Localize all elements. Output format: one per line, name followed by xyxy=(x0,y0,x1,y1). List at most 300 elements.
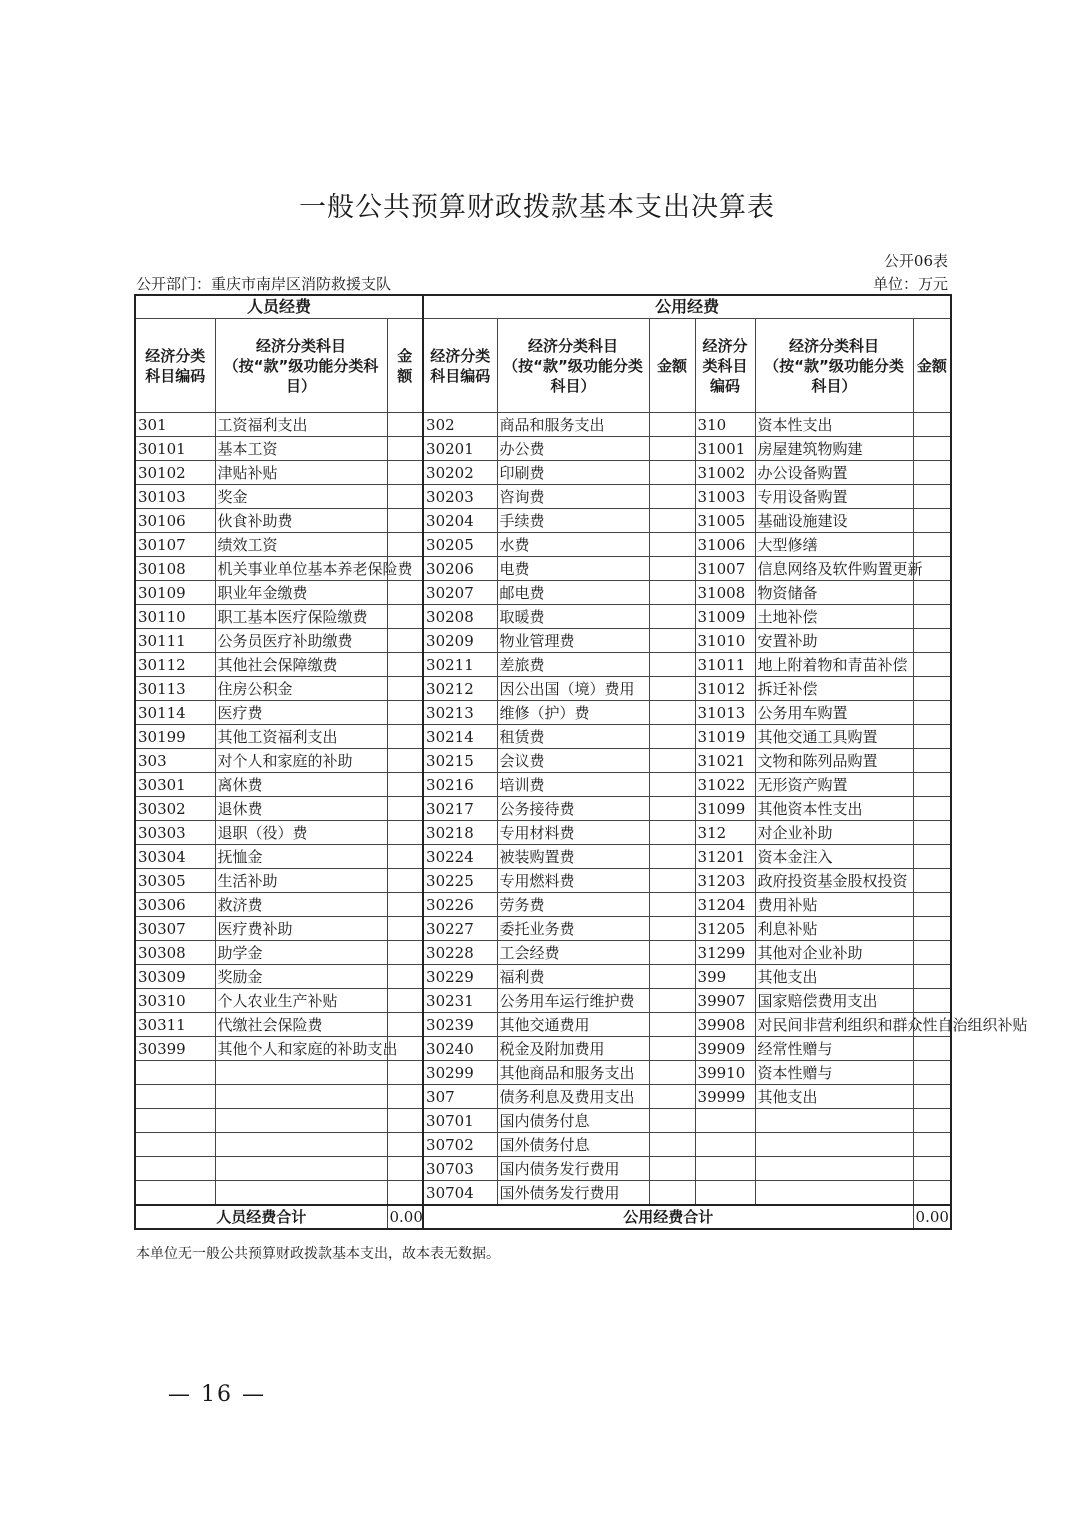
table-row xyxy=(135,1109,951,1133)
item-code: 30207 xyxy=(423,581,497,605)
item-code: 30310 xyxy=(135,989,215,1013)
item-code: 31011 xyxy=(695,653,755,677)
item-name: 其他支出 xyxy=(755,1085,913,1109)
item-code: 30205 xyxy=(423,533,497,557)
personnel-total-value: 0.00 xyxy=(387,1205,423,1229)
item-name xyxy=(215,1109,387,1133)
form-number: 公开06表 xyxy=(883,252,948,270)
item-amount xyxy=(387,437,423,461)
item-amount xyxy=(387,917,423,941)
item-name xyxy=(755,1157,913,1181)
item-name: 其他对企业补助 xyxy=(755,941,913,965)
item-name xyxy=(215,1085,387,1109)
item-code: 30306 xyxy=(135,893,215,917)
item-amount xyxy=(913,965,951,989)
item-amount xyxy=(649,749,695,773)
item-code: 303 xyxy=(135,749,215,773)
item-code: 31021 xyxy=(695,749,755,773)
item-name xyxy=(215,1133,387,1157)
item-amount xyxy=(649,1085,695,1109)
item-amount xyxy=(387,605,423,629)
item-code xyxy=(695,1157,755,1181)
table-body xyxy=(135,413,1028,1206)
item-name: 委托业务费 xyxy=(497,917,649,941)
item-name: 退职（役）费 xyxy=(215,821,387,845)
item-amount xyxy=(387,629,423,653)
item-code: 31006 xyxy=(695,533,755,557)
item-amount xyxy=(649,1037,695,1061)
item-name: 被装购置费 xyxy=(497,845,649,869)
item-name: 医疗费 xyxy=(215,701,387,725)
item-amount xyxy=(913,773,951,797)
item-code: 30229 xyxy=(423,965,497,989)
item-code: 301 xyxy=(135,413,215,437)
item-name: 其他工资福利支出 xyxy=(215,725,387,749)
table-row xyxy=(135,1181,951,1206)
item-name: 会议费 xyxy=(497,749,649,773)
item-code: 399 xyxy=(695,965,755,989)
item-name: 抚恤金 xyxy=(215,845,387,869)
item-code: 31012 xyxy=(695,677,755,701)
header-amount: 金额 xyxy=(387,319,423,413)
item-code: 31007 xyxy=(695,557,755,581)
item-amount xyxy=(387,965,423,989)
item-amount xyxy=(649,1109,695,1133)
page-title: 一般公共预算财政拨款基本支出决算表 xyxy=(299,192,775,223)
item-code: 39999 xyxy=(695,1085,755,1109)
item-name: 职工基本医疗保险缴费 xyxy=(215,605,387,629)
item-amount xyxy=(649,821,695,845)
item-code: 30701 xyxy=(423,1109,497,1133)
item-code: 31022 xyxy=(695,773,755,797)
item-name: 医疗费补助 xyxy=(215,917,387,941)
item-code: 310 xyxy=(695,413,755,437)
item-amount xyxy=(387,893,423,917)
item-name: 专用材料费 xyxy=(497,821,649,845)
item-code: 30239 xyxy=(423,1013,497,1037)
table-row xyxy=(135,461,951,485)
item-name: 基础设施建设 xyxy=(755,509,913,533)
item-code: 30216 xyxy=(423,773,497,797)
item-amount xyxy=(649,533,695,557)
item-amount xyxy=(387,461,423,485)
item-name: 资本金注入 xyxy=(755,845,913,869)
item-amount xyxy=(387,701,423,725)
item-code: 30214 xyxy=(423,725,497,749)
header-name: 经济分类科目（按“款”级功能分类科目） xyxy=(755,319,913,413)
item-name xyxy=(215,1157,387,1181)
table-row xyxy=(135,773,951,797)
item-code: 31019 xyxy=(695,725,755,749)
item-code: 30217 xyxy=(423,797,497,821)
item-amount xyxy=(913,749,951,773)
item-code xyxy=(695,1133,755,1157)
item-name: 福利费 xyxy=(497,965,649,989)
item-amount xyxy=(649,653,695,677)
item-amount xyxy=(387,1181,423,1206)
item-code xyxy=(695,1109,755,1133)
item-code: 30211 xyxy=(423,653,497,677)
item-name: 费用补贴 xyxy=(755,893,913,917)
header-amount: 金额 xyxy=(913,319,951,413)
item-code: 30228 xyxy=(423,941,497,965)
item-amount xyxy=(913,725,951,749)
item-code: 31010 xyxy=(695,629,755,653)
item-code: 30305 xyxy=(135,869,215,893)
item-name: 信息网络及软件购置更新 xyxy=(755,557,913,581)
item-amount xyxy=(649,557,695,581)
table-row xyxy=(135,701,951,725)
item-amount xyxy=(913,1181,951,1206)
item-name: 生活补助 xyxy=(215,869,387,893)
item-code: 39909 xyxy=(695,1037,755,1061)
item-amount xyxy=(913,797,951,821)
item-code xyxy=(135,1085,215,1109)
item-amount xyxy=(913,893,951,917)
item-code: 31201 xyxy=(695,845,755,869)
table-row xyxy=(135,533,951,557)
item-code: 30112 xyxy=(135,653,215,677)
table-row xyxy=(135,1157,951,1181)
footnote: 本单位无一般公共预算财政拨款基本支出，故本表无数据。 xyxy=(136,1246,500,1262)
item-amount xyxy=(649,1157,695,1181)
item-name: 资本性赠与 xyxy=(755,1061,913,1085)
item-code: 31002 xyxy=(695,461,755,485)
item-name: 专用燃料费 xyxy=(497,869,649,893)
item-code: 30107 xyxy=(135,533,215,557)
item-code: 31203 xyxy=(695,869,755,893)
item-code: 31013 xyxy=(695,701,755,725)
table-row xyxy=(135,629,951,653)
item-name: 退休费 xyxy=(215,797,387,821)
department-label: 公开部门：重庆市南岸区消防救援支队 xyxy=(136,275,392,293)
item-amount xyxy=(649,437,695,461)
item-code: 31299 xyxy=(695,941,755,965)
item-code: 31099 xyxy=(695,797,755,821)
item-code: 30399 xyxy=(135,1037,215,1061)
item-name: 其他交通费用 xyxy=(497,1013,649,1037)
item-amount xyxy=(649,485,695,509)
item-code: 39907 xyxy=(695,989,755,1013)
item-name: 其他资本性支出 xyxy=(755,797,913,821)
group-public: 公用经费 xyxy=(423,295,951,319)
item-name: 国家赔偿费用支出 xyxy=(755,989,913,1013)
item-name: 公务用车运行维护费 xyxy=(497,989,649,1013)
item-code: 30203 xyxy=(423,485,497,509)
page-number: — 16 — xyxy=(168,1382,266,1407)
item-name: 津贴补贴 xyxy=(215,461,387,485)
item-name: 职业年金缴费 xyxy=(215,581,387,605)
item-amount xyxy=(913,1037,951,1061)
item-amount xyxy=(387,941,423,965)
item-amount xyxy=(649,725,695,749)
item-name: 公务接待费 xyxy=(497,797,649,821)
item-name: 土地补偿 xyxy=(755,605,913,629)
item-name: 大型修缮 xyxy=(755,533,913,557)
item-code: 30111 xyxy=(135,629,215,653)
item-code: 30206 xyxy=(423,557,497,581)
table-row xyxy=(135,893,951,917)
item-code xyxy=(695,1181,755,1206)
item-code: 30231 xyxy=(423,989,497,1013)
item-code: 30213 xyxy=(423,701,497,725)
table-row xyxy=(135,1013,951,1037)
item-amount xyxy=(913,461,951,485)
item-amount xyxy=(649,581,695,605)
table-row xyxy=(135,797,951,821)
item-name: 伙食补助费 xyxy=(215,509,387,533)
item-amount xyxy=(913,1085,951,1109)
item-amount xyxy=(387,509,423,533)
item-amount xyxy=(387,989,423,1013)
item-name: 利息补贴 xyxy=(755,917,913,941)
header-name: 经济分类科目（按“款”级功能分类科目） xyxy=(497,319,649,413)
personnel-total-label: 人员经费合计 xyxy=(135,1205,387,1229)
item-name: 差旅费 xyxy=(497,653,649,677)
item-amount xyxy=(387,797,423,821)
item-code: 30225 xyxy=(423,869,497,893)
item-code: 30302 xyxy=(135,797,215,821)
item-code: 30202 xyxy=(423,461,497,485)
item-name: 其他商品和服务支出 xyxy=(497,1061,649,1085)
item-amount xyxy=(649,677,695,701)
item-name: 物业管理费 xyxy=(497,629,649,653)
item-name: 办公设备购置 xyxy=(755,461,913,485)
item-amount xyxy=(913,845,951,869)
item-amount xyxy=(913,653,951,677)
item-code: 39908 xyxy=(695,1013,755,1037)
item-name: 代缴社会保险费 xyxy=(215,1013,387,1037)
item-name: 培训费 xyxy=(497,773,649,797)
item-amount xyxy=(913,917,951,941)
item-amount xyxy=(387,485,423,509)
item-code: 30304 xyxy=(135,845,215,869)
item-name: 债务利息及费用支出 xyxy=(497,1085,649,1109)
table-row xyxy=(135,845,951,869)
item-name: 国内债务付息 xyxy=(497,1109,649,1133)
item-amount xyxy=(649,989,695,1013)
item-amount xyxy=(913,941,951,965)
table-row xyxy=(135,917,951,941)
item-amount xyxy=(913,821,951,845)
expenditure-table xyxy=(134,294,1028,1230)
table-row xyxy=(135,941,951,965)
item-amount xyxy=(387,1109,423,1133)
table-row xyxy=(135,1061,951,1085)
item-amount xyxy=(649,869,695,893)
item-code: 30227 xyxy=(423,917,497,941)
item-amount xyxy=(387,1061,423,1085)
item-code: 302 xyxy=(423,413,497,437)
item-amount xyxy=(387,821,423,845)
item-name: 专用设备购置 xyxy=(755,485,913,509)
item-code: 30703 xyxy=(423,1157,497,1181)
item-amount xyxy=(649,893,695,917)
item-code: 30106 xyxy=(135,509,215,533)
item-code: 30224 xyxy=(423,845,497,869)
header-code: 经济分类科目编码 xyxy=(695,319,755,413)
item-amount xyxy=(649,605,695,629)
item-code: 30218 xyxy=(423,821,497,845)
item-code: 30114 xyxy=(135,701,215,725)
item-name: 咨询费 xyxy=(497,485,649,509)
item-code: 30208 xyxy=(423,605,497,629)
table-row xyxy=(135,653,951,677)
item-code: 30101 xyxy=(135,437,215,461)
item-name: 取暖费 xyxy=(497,605,649,629)
item-amount xyxy=(387,845,423,869)
item-amount xyxy=(913,1133,951,1157)
item-amount xyxy=(913,437,951,461)
item-code: 30204 xyxy=(423,509,497,533)
item-amount xyxy=(913,1157,951,1181)
table-row xyxy=(135,1085,951,1109)
item-amount xyxy=(649,1133,695,1157)
item-code: 31005 xyxy=(695,509,755,533)
item-amount xyxy=(649,1013,695,1037)
item-name: 其他个人和家庭的补助支出 xyxy=(215,1037,387,1061)
item-code: 30308 xyxy=(135,941,215,965)
header-code: 经济分类科目编码 xyxy=(135,319,215,413)
item-amount xyxy=(913,533,951,557)
item-amount xyxy=(649,941,695,965)
item-name: 国外债务付息 xyxy=(497,1133,649,1157)
item-amount xyxy=(387,725,423,749)
item-code: 31205 xyxy=(695,917,755,941)
item-code: 30199 xyxy=(135,725,215,749)
item-name: 绩效工资 xyxy=(215,533,387,557)
item-name xyxy=(215,1061,387,1085)
table-row xyxy=(135,677,951,701)
item-amount xyxy=(387,533,423,557)
item-code: 30108 xyxy=(135,557,215,581)
item-name: 奖金 xyxy=(215,485,387,509)
item-amount xyxy=(387,581,423,605)
item-name: 经常性赠与 xyxy=(755,1037,913,1061)
item-amount xyxy=(387,653,423,677)
item-name: 其他社会保障缴费 xyxy=(215,653,387,677)
item-name xyxy=(215,1181,387,1206)
item-name xyxy=(755,1109,913,1133)
item-amount xyxy=(913,701,951,725)
item-name: 邮电费 xyxy=(497,581,649,605)
item-name: 离休费 xyxy=(215,773,387,797)
table-row xyxy=(135,869,951,893)
item-amount xyxy=(913,1061,951,1085)
item-amount xyxy=(649,773,695,797)
item-code: 30704 xyxy=(423,1181,497,1206)
table-row xyxy=(135,749,951,773)
group-personnel: 人员经费 xyxy=(135,295,423,319)
table-row xyxy=(135,413,951,437)
item-code: 30240 xyxy=(423,1037,497,1061)
item-code: 30299 xyxy=(423,1061,497,1085)
item-code xyxy=(135,1109,215,1133)
item-name: 工资福利支出 xyxy=(215,413,387,437)
item-amount xyxy=(387,1157,423,1181)
item-code xyxy=(135,1181,215,1206)
table-row xyxy=(135,1133,951,1157)
item-name: 税金及附加费用 xyxy=(497,1037,649,1061)
item-name: 对企业补助 xyxy=(755,821,913,845)
header-code: 经济分类科目编码 xyxy=(423,319,497,413)
item-name xyxy=(755,1181,913,1206)
item-amount xyxy=(649,917,695,941)
item-name: 房屋建筑物购建 xyxy=(755,437,913,461)
table-row xyxy=(135,725,951,749)
item-code: 30201 xyxy=(423,437,497,461)
item-code: 30103 xyxy=(135,485,215,509)
item-code: 30309 xyxy=(135,965,215,989)
item-amount xyxy=(913,989,951,1013)
item-code: 39910 xyxy=(695,1061,755,1085)
item-code: 30102 xyxy=(135,461,215,485)
item-name: 手续费 xyxy=(497,509,649,533)
totals-row xyxy=(135,1205,951,1229)
item-name: 拆迁补偿 xyxy=(755,677,913,701)
item-amount xyxy=(649,413,695,437)
item-code: 30702 xyxy=(423,1133,497,1157)
item-amount xyxy=(913,869,951,893)
table-row xyxy=(135,437,951,461)
item-name: 维修（护）费 xyxy=(497,701,649,725)
item-amount xyxy=(913,629,951,653)
table-row xyxy=(135,989,951,1013)
table-row xyxy=(135,581,951,605)
item-name: 因公出国（境）费用 xyxy=(497,677,649,701)
item-name: 对个人和家庭的补助 xyxy=(215,749,387,773)
item-amount xyxy=(387,1013,423,1037)
table-row xyxy=(135,557,951,581)
item-name: 住房公积金 xyxy=(215,677,387,701)
item-name: 劳务费 xyxy=(497,893,649,917)
item-code: 30303 xyxy=(135,821,215,845)
item-code: 31008 xyxy=(695,581,755,605)
item-name: 国内债务发行费用 xyxy=(497,1157,649,1181)
item-name: 水费 xyxy=(497,533,649,557)
item-amount xyxy=(649,845,695,869)
item-code: 307 xyxy=(423,1085,497,1109)
item-amount xyxy=(913,677,951,701)
item-code: 30110 xyxy=(135,605,215,629)
table-row xyxy=(135,605,951,629)
public-total-value: 0.00 xyxy=(913,1205,951,1229)
item-code xyxy=(135,1157,215,1181)
item-name: 租赁费 xyxy=(497,725,649,749)
item-name: 政府投资基金股权投资 xyxy=(755,869,913,893)
item-code: 312 xyxy=(695,821,755,845)
item-name: 电费 xyxy=(497,557,649,581)
item-name: 其他交通工具购置 xyxy=(755,725,913,749)
item-name: 公务员医疗补助缴费 xyxy=(215,629,387,653)
item-code: 30226 xyxy=(423,893,497,917)
item-code: 31204 xyxy=(695,893,755,917)
item-name: 公务用车购置 xyxy=(755,701,913,725)
item-amount xyxy=(913,1109,951,1133)
item-name: 机关事业单位基本养老保险费 xyxy=(215,557,387,581)
header-amount: 金额 xyxy=(649,319,695,413)
item-code: 30209 xyxy=(423,629,497,653)
public-total-label: 公用经费合计 xyxy=(423,1205,913,1229)
item-name: 商品和服务支出 xyxy=(497,413,649,437)
item-code: 30212 xyxy=(423,677,497,701)
item-name: 无形资产购置 xyxy=(755,773,913,797)
item-code: 31009 xyxy=(695,605,755,629)
item-code: 30113 xyxy=(135,677,215,701)
item-name xyxy=(755,1133,913,1157)
item-amount xyxy=(649,701,695,725)
table-row xyxy=(135,821,951,845)
